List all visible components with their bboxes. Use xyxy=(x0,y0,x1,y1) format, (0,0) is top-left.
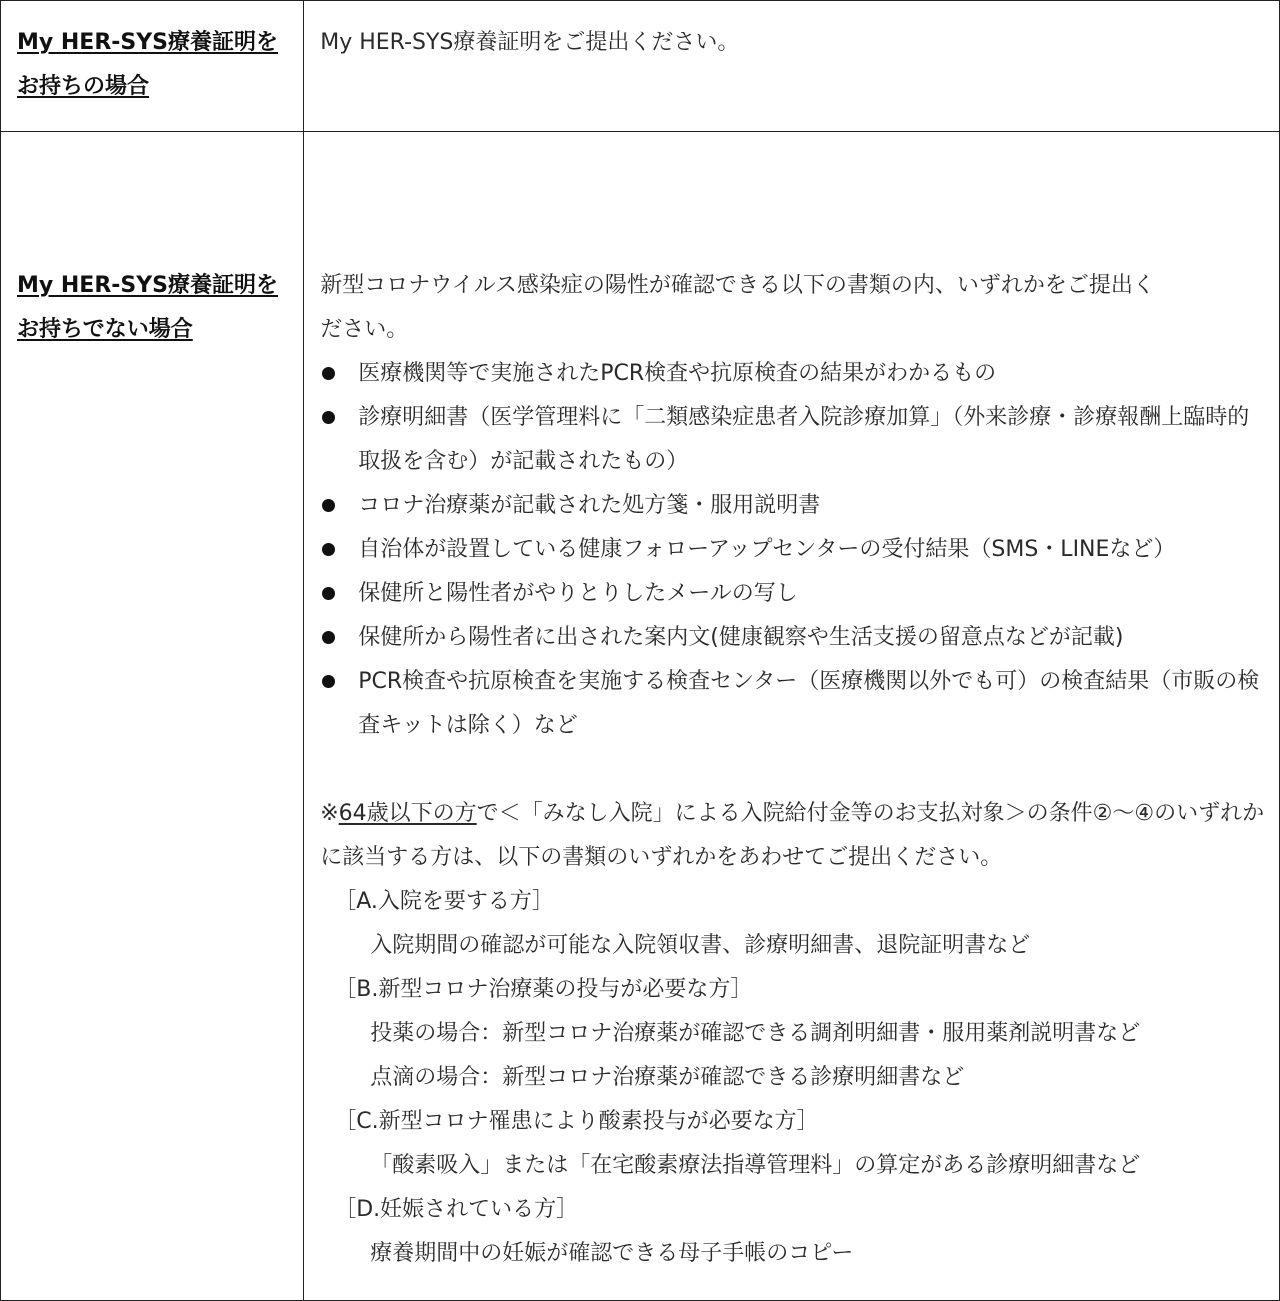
row-header-line2: お持ちの場合 xyxy=(17,74,150,99)
note-rest: で＜「みなし入院」による入院給付金等のお支払対象＞の条件②〜④のいずれかに該当する方は、以下の書類のいずれかをあわせてご提出ください。 xyxy=(320,801,1265,870)
bullet-icon xyxy=(322,367,335,380)
section-item: 療養期間中の妊娠が確認できる母子手帳のコピー xyxy=(370,1241,854,1266)
list-item xyxy=(320,484,1269,528)
list-item-text: 医療機関等で実施されたPCR検査や抗原検査の結果がわかるもの xyxy=(358,361,997,386)
row-header-line1: My HER-SYS療養証明を xyxy=(17,273,279,298)
bullet-icon xyxy=(322,631,335,644)
row-header-no-cert xyxy=(1,132,304,1301)
list-item-text: 保健所から陽性者に出された案内文(健康観察や生活支援の留意点などが記載) xyxy=(358,625,1124,650)
bullet-icon xyxy=(322,543,335,556)
list-item xyxy=(320,528,1269,572)
intro-text-line2: ださい。 xyxy=(320,317,409,342)
row-body-has-cert xyxy=(304,1,1280,132)
document-list xyxy=(320,352,1269,748)
section-item: 入院期間の確認が可能な入院領収書、診療明細書、退院証明書など xyxy=(370,933,1031,958)
table-row-no-cert xyxy=(1,132,1280,1301)
section-item: 「酸素吸入」または「在宅酸素療法指導管理料」の算定がある診療明細書など xyxy=(370,1153,1141,1178)
bullet-icon xyxy=(322,411,335,424)
note-underlined: 64歳以下の方 xyxy=(338,801,477,826)
bullet-icon xyxy=(322,675,335,688)
row-body-text: My HER-SYS療養証明をご提出ください。 xyxy=(320,30,740,55)
list-item-text: コロナ治療薬が記載された処方箋・服用説明書 xyxy=(358,493,821,518)
row-header-has-cert xyxy=(1,1,304,132)
list-item xyxy=(320,572,1269,616)
list-item-text: 保健所と陽性者がやりとりしたメールの写し xyxy=(358,581,798,606)
list-item-text: 診療明細書（医学管理料に「二類感染症患者入院診療加算」（外来診療・診療報酬上臨時的取扱を含む）が記載されたもの） xyxy=(358,405,1250,474)
bullet-icon xyxy=(322,499,335,512)
note-text xyxy=(320,792,1269,880)
row-body-no-cert xyxy=(304,132,1280,1301)
list-item xyxy=(320,396,1269,484)
list-item xyxy=(320,352,1269,396)
section-title-a: ［A.入院を要する方］ xyxy=(334,889,554,914)
list-item-text: PCR検査や抗原検査を実施する検査センター（医療機関以外でも可）の検査結果（市販の検査キットは除く）など xyxy=(358,669,1260,738)
section-title-c: ［C.新型コロナ罹患により酸素投与が必要な方］ xyxy=(334,1109,819,1134)
bullet-icon xyxy=(322,587,335,600)
list-item xyxy=(320,616,1269,660)
row-header-line1: My HER-SYS療養証明を xyxy=(17,30,279,55)
spacer xyxy=(320,748,1269,792)
table-row-has-cert xyxy=(1,1,1280,132)
section-item: 点滴の場合：新型コロナ治療薬が確認できる診療明細書など xyxy=(370,1065,965,1090)
section-title-d: ［D.妊娠されている方］ xyxy=(334,1197,579,1222)
list-item-text: 自治体が設置している健康フォローアップセンターの受付結果（SMS・LINEなど） xyxy=(358,537,1176,562)
section-item: 投薬の場合：新型コロナ治療薬が確認できる調剤明細書・服用薬剤説明書など xyxy=(370,1021,1141,1046)
row-header-line2: お持ちでない場合 xyxy=(17,317,193,342)
list-item xyxy=(320,660,1269,748)
intro-text-line1: 新型コロナウイルス感染症の陽性が確認できる以下の書類の内、いずれかをご提出く xyxy=(320,273,1155,298)
note-prefix: ※ xyxy=(320,801,339,826)
section-title-b: ［B.新型コロナ治療薬の投与が必要な方］ xyxy=(334,977,753,1002)
